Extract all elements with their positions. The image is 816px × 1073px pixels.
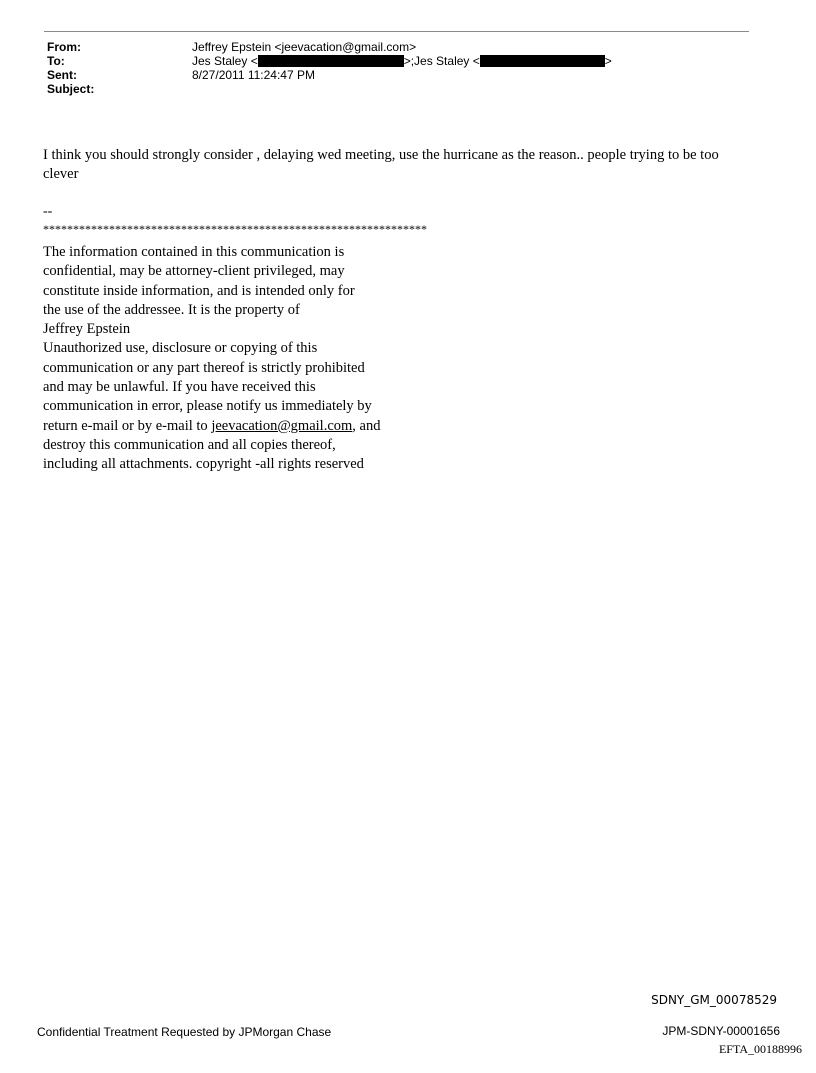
disclaimer-line: destroy this communication and all copies thereof,	[43, 436, 336, 453]
disclaimer-text: return e-mail or by e-mail to	[43, 417, 212, 434]
sdny-bates-stamp: SDNY_GM_00078529	[651, 993, 777, 1007]
signature-separator: --	[43, 204, 53, 219]
disclaimer-line: Jeffrey Epstein	[43, 321, 131, 338]
asterisk-divider: ****************************************************************	[43, 222, 427, 236]
disclaimer-line-with-email	[43, 417, 380, 436]
subject-label: Subject:	[47, 82, 95, 96]
confidential-treatment-notice: Confidential Treatment Requested by JPMorgan Chase	[37, 1025, 332, 1039]
to-value	[192, 54, 612, 68]
disclaimer-line: including all attachments. copyright -all rights reserved	[43, 456, 364, 473]
to-recipient-2-name: >;Jes Staley <	[403, 54, 480, 68]
email-link[interactable]: jeevacation@gmail.com	[211, 417, 353, 434]
redaction-bar	[480, 55, 605, 67]
to-label: To:	[47, 54, 65, 68]
from-value: Jeffrey Epstein <jeevacation@gmail.com>	[192, 40, 417, 54]
header-divider	[44, 31, 749, 32]
to-recipient-1-name: Jes Staley <	[192, 54, 258, 68]
disclaimer-line: communication in error, please notify us immediately by	[43, 398, 372, 415]
disclaimer-text: , and	[352, 417, 381, 434]
disclaimer-line: communication or any part thereof is strictly prohibited	[43, 359, 365, 376]
to-closing-bracket: >	[604, 54, 612, 68]
sent-label: Sent:	[47, 68, 77, 82]
disclaimer-line: constitute inside information, and is intended only for	[43, 282, 355, 299]
disclaimer-line: The information contained in this communication is	[43, 244, 345, 260]
sent-value: 8/27/2011 11:24:47 PM	[192, 68, 315, 82]
efta-bates-stamp: EFTA_00188996	[718, 1042, 802, 1056]
from-label: From:	[47, 40, 81, 54]
disclaimer-line: and may be unlawful. If you have received this	[43, 379, 316, 396]
redaction-bar	[258, 55, 404, 67]
disclaimer-line: the use of the addressee. It is the property of	[43, 301, 300, 318]
message-body: I think you should strongly consider , delaying wed meeting, use the hurricane as the reason.. people trying to be too clever	[43, 147, 719, 182]
disclaimer-line: Unauthorized use, disclosure or copying of this	[43, 340, 318, 357]
confidentiality-disclaimer	[43, 243, 380, 475]
jpm-bates-stamp: JPM-SDNY-00001656	[662, 1024, 780, 1038]
disclaimer-line: confidential, may be attorney-client privileged, may	[43, 263, 345, 280]
